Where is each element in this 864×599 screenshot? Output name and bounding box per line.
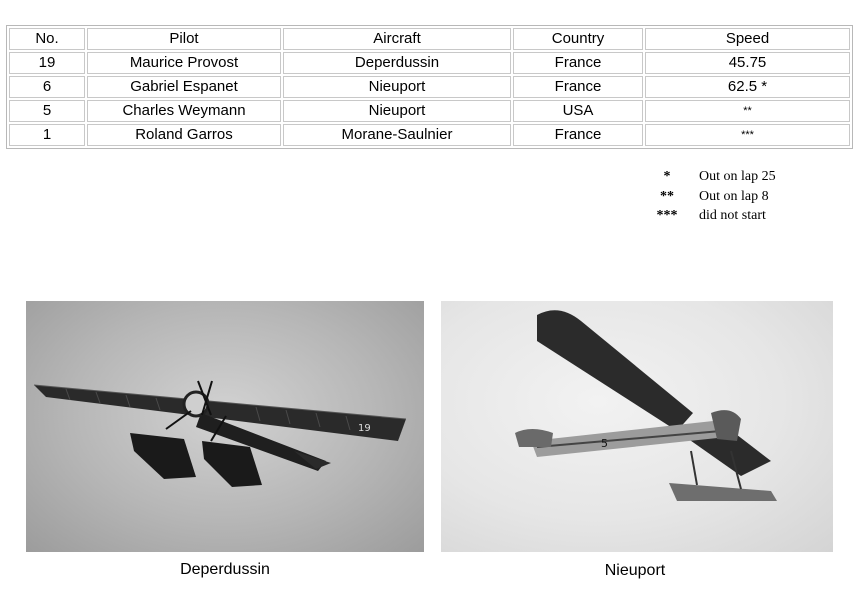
footnote	[652, 187, 776, 207]
footnote-text: Out on lap 25	[699, 169, 776, 184]
svg-text:19: 19	[358, 423, 371, 434]
nieuport-seaplane-image	[441, 301, 833, 552]
cell-speed: ***	[645, 124, 850, 146]
cell-no: 5	[9, 100, 85, 122]
cell-pilot: Roland Garros	[87, 124, 281, 146]
cell-pilot: Maurice Provost	[87, 52, 281, 74]
cell-country: USA	[513, 100, 643, 122]
table-row	[9, 76, 850, 98]
results-table	[6, 25, 853, 149]
deperdussin-photo	[26, 301, 424, 552]
cell-country: France	[513, 52, 643, 74]
table-row	[9, 52, 850, 74]
cell-pilot: Gabriel Espanet	[87, 76, 281, 98]
cell-aircraft: Nieuport	[283, 76, 511, 98]
cell-speed: 45.75	[645, 52, 850, 74]
header-no: No.	[9, 28, 85, 50]
cell-country: France	[513, 76, 643, 98]
footnote-mark: *	[663, 169, 671, 184]
deperdussin-seaplane-image	[26, 301, 424, 552]
cell-no: 6	[9, 76, 85, 98]
nieuport-caption: Nieuport	[604, 562, 666, 579]
cell-no: 19	[9, 52, 85, 74]
footnotes	[652, 167, 776, 226]
cell-speed: 62.5 *	[645, 76, 850, 98]
cell-aircraft: Nieuport	[283, 100, 511, 122]
header-pilot: Pilot	[87, 28, 281, 50]
cell-speed: **	[645, 100, 850, 122]
svg-text:5: 5	[601, 437, 608, 450]
cell-no: 1	[9, 124, 85, 146]
table-header-row	[9, 28, 850, 50]
header-aircraft: Aircraft	[283, 28, 511, 50]
nieuport-photo	[441, 301, 833, 552]
footnote-text: did not start	[699, 208, 766, 223]
cell-aircraft: Morane-Saulnier	[283, 124, 511, 146]
footnote-mark: ***	[656, 208, 678, 223]
header-country: Country	[513, 28, 643, 50]
table-row	[9, 124, 850, 146]
footnote	[652, 167, 776, 187]
cell-country: France	[513, 124, 643, 146]
footnote-text: Out on lap 8	[699, 188, 769, 204]
deperdussin-caption: Deperdussin	[180, 561, 270, 578]
cell-pilot: Charles Weymann	[87, 100, 281, 122]
table-row	[9, 100, 850, 122]
header-speed: Speed	[645, 28, 850, 50]
footnote	[652, 206, 776, 226]
footnote-mark: **	[660, 188, 674, 204]
cell-aircraft: Deperdussin	[283, 52, 511, 74]
